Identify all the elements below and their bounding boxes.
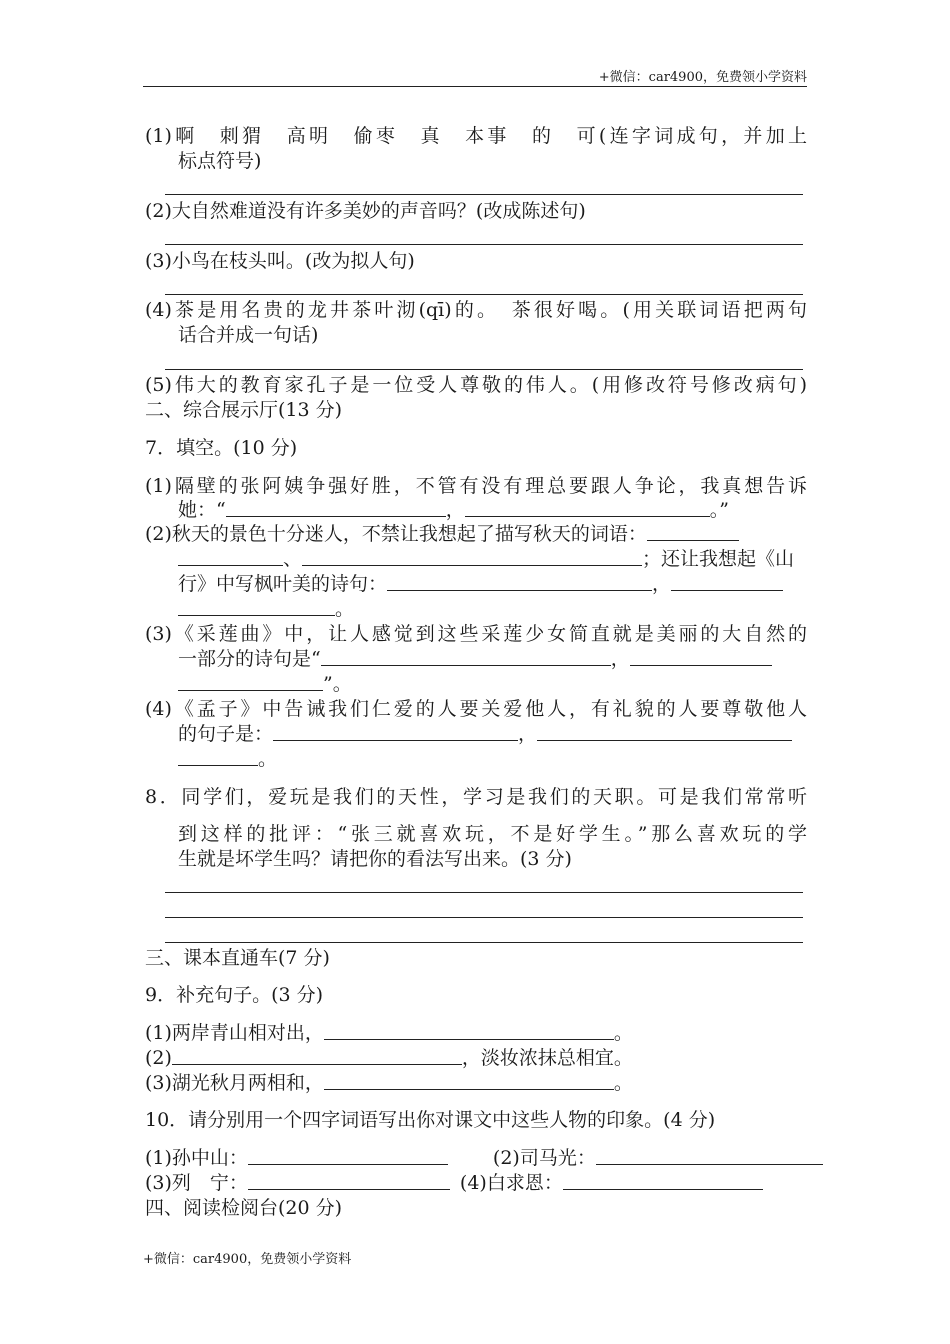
q9-item-2: (2) ，淡妆浓抹总相宜。 [145,1047,633,1069]
q7-item-4: (4)《孟子》中告诫我们仁爱的人要关爱他人，有礼貌的人要尊敬他人 [145,698,807,720]
q7-item-3-end: ”。 [178,672,807,697]
answer-line[interactable] [165,244,803,245]
blank[interactable] [178,672,323,691]
q7-item-3: (3)《采莲曲》中，让人感觉到这些采莲少女简直就是美丽的大自然的 [145,623,807,645]
q7-item-1: (1)隔壁的张阿姨争强好胜，不管有没有理总要跟人争论，我真想告诉 [145,475,807,497]
blank[interactable] [596,1146,823,1165]
blank[interactable] [248,1146,448,1165]
q6-item-1: (1)啊 刺猬 高明 偷枣 真 本事 的 可(连字词成句，并加上 [145,125,807,147]
blank[interactable] [537,722,792,741]
q6-item-1-cont: 标点符号) [178,150,262,172]
q7-item-2-blanks: 、 ；还让我想起《山 [178,547,807,572]
q7-item-2-end: 。 [178,597,807,622]
blank[interactable] [178,747,258,766]
q10-row-2: (3)列 宁： (4)白求恩： [145,1171,807,1196]
blank[interactable] [172,1046,462,1065]
q10-title: 10．请分别用一个四字词语写出你对课文中这些人物的印象。(4 分) [145,1109,716,1131]
q6-item-5: (5)伟大的教育家孔子是一位受人尊敬的伟人。(用修改符号修改病句) [145,374,807,396]
q10-row-1: (1)孙中山： (2)司马光： [145,1146,807,1171]
answer-line[interactable] [165,942,803,943]
blank[interactable] [465,498,710,517]
q9-title: 9．补充句子。(3 分) [145,984,324,1006]
q7-item-1-blanks: 她：“ ， 。” [178,499,729,521]
blank[interactable] [324,1071,614,1090]
answer-line[interactable] [165,194,803,195]
page-header: +微信：car4900，免费领小学资料 [598,70,807,85]
section-2-title: 二、综合展示厅(13 分) [145,399,343,421]
blank[interactable] [248,1171,450,1190]
q6-item-4: (4)茶是用名贵的龙井茶叶沏(qī)的。 茶很好喝。(用关联词语把两句 [145,299,807,321]
q6-item-3: (3)小鸟在枝头叫。(改为拟人句) [145,250,415,272]
blank[interactable] [630,647,772,666]
q6-item-4-cont: 话合并成一句话) [178,324,319,346]
q7-item-2: (2)秋天的景色十分迷人，不禁让我想起了描写秋天的词语： [145,522,807,547]
q9-item-3: (3)湖光秋月两相和， 。 [145,1072,633,1094]
blank[interactable] [226,498,446,517]
q8-text-2: 到这样的批评：“张三就喜欢玩，不是好学生。”那么喜欢玩的学 [178,823,807,845]
blank[interactable] [178,547,283,566]
q8-text-1: 8．同学们，爱玩是我们的天性，学习是我们的天职。可是我们常常听 [145,786,807,808]
answer-line[interactable] [165,294,803,295]
q7-item-2-poem: 行》中写枫叶美的诗句： ， [178,572,807,597]
blank[interactable] [321,647,611,666]
answer-line[interactable] [165,369,803,370]
q6-item-2: (2)大自然难道没有许多美妙的声音吗？(改成陈述句) [145,200,586,222]
blank[interactable] [178,597,335,616]
blank[interactable] [387,572,652,591]
header-divider [143,86,807,87]
q7-title: 7．填空。(10 分) [145,437,298,459]
q7-item-4-end: 。 [178,747,807,772]
blank[interactable] [324,1021,614,1040]
q8-text-3: 生就是坏学生吗？请把你的看法写出来。(3 分) [178,848,572,870]
blank[interactable] [273,722,518,741]
blank[interactable] [671,572,783,591]
q9-item-1: (1)两岸青山相对出， 。 [145,1022,633,1044]
blank[interactable] [563,1171,763,1190]
blank[interactable] [302,547,642,566]
q7-item-4-blanks: 的句子是： ， [178,722,807,747]
q7-item-3-blanks: 一部分的诗句是“ ， [178,647,807,672]
page-footer: +微信：car4900，免费领小学资料 [143,1252,352,1267]
answer-line[interactable] [165,892,803,893]
answer-line[interactable] [165,917,803,918]
section-4-title: 四、阅读检阅台(20 分) [145,1197,343,1219]
blank[interactable] [647,522,739,541]
section-3-title: 三、课本直通车(7 分) [145,947,330,969]
